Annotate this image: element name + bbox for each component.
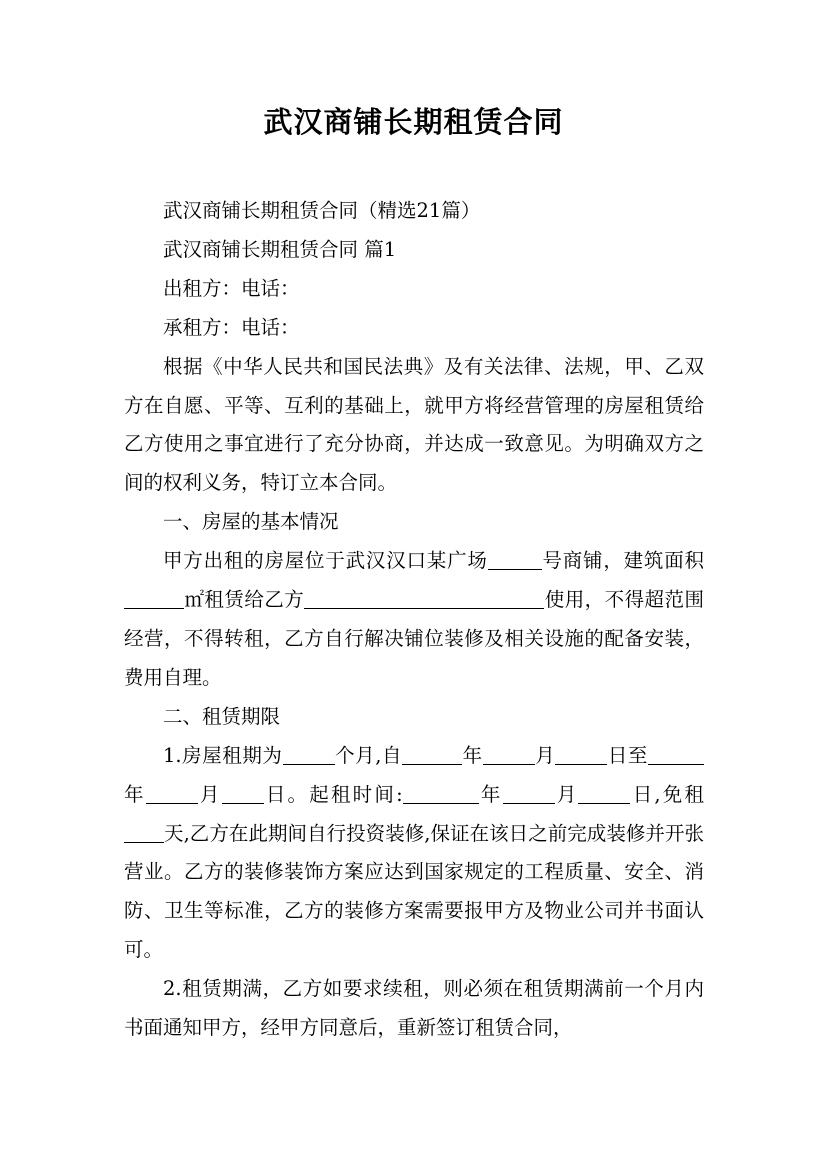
- s2-text: 年: [462, 743, 483, 767]
- s1-text: 号商铺，建筑面积: [541, 549, 704, 573]
- section-2-heading: 二、租赁期限: [163, 704, 281, 728]
- day-blank: [555, 744, 607, 765]
- lessee-blank: [304, 589, 544, 610]
- s2-text: 日至: [607, 743, 648, 767]
- document-body: [124, 192, 704, 1048]
- lessor-line: 出租方：电话：: [163, 276, 300, 300]
- start-month-blank: [503, 783, 555, 804]
- start-day-blank: [578, 783, 630, 804]
- lessee-line: 承租方：电话：: [163, 315, 300, 339]
- month-blank: [483, 744, 535, 765]
- s2-text: 日。起租时间:: [263, 782, 403, 806]
- year-blank: [402, 744, 462, 765]
- start-year-blank: [403, 783, 479, 804]
- free-days-blank: [124, 822, 164, 843]
- subtitle: 武汉商铺长期租赁合同（精选21篇）: [163, 199, 481, 222]
- s2-text: 1.房屋租期为: [163, 743, 283, 767]
- shop-number-blank: [488, 550, 542, 571]
- s2-text: 月: [197, 782, 222, 806]
- s1-text: 使用，不得超范围经营，不得转租，乙方自行解决铺位装修及相关设施的配备安装，费用自理。: [124, 588, 704, 689]
- area-blank: [124, 589, 184, 610]
- s2-text: 年: [124, 782, 146, 806]
- s2-text: 个月,自: [334, 743, 403, 767]
- clause-2-paragraph: 2.租赁期满，乙方如要求续租，则必须在租赁期满前一个月内书面通知甲方，经甲方同意后，重新签订租赁合同，: [124, 977, 704, 1040]
- section-1-heading: 一、房屋的基本情况: [163, 510, 339, 534]
- s2-text: 年: [478, 782, 503, 806]
- preamble-paragraph: 根据《中华人民共和国民法典》及有关法律、法规，甲、乙双方在自愿、平等、互利的基础上，就甲方将经营管理的房屋租赁给乙方使用之事宜进行了充分协商，并达成一致意见。为明确双方之间的权利义务，特订立本合同。: [124, 354, 704, 495]
- day-blank: [222, 783, 264, 804]
- s1-text: 甲方出租的房屋位于武汉汉口某广场: [163, 549, 488, 573]
- s2-text: 日,免租: [630, 782, 704, 806]
- document-title: 武汉商铺长期租赁合同: [263, 105, 564, 139]
- month-blank: [146, 783, 198, 804]
- s2-text: 月: [534, 743, 556, 767]
- section-1-paragraph: [124, 542, 704, 698]
- part-heading: 武汉商铺长期租赁合同 篇1: [163, 237, 397, 261]
- year-blank: [648, 744, 704, 765]
- section-2-paragraph: [124, 737, 704, 970]
- months-blank: [283, 744, 335, 765]
- s1-text: ㎡租赁给乙方: [184, 588, 305, 612]
- s2-text: 月: [554, 782, 579, 806]
- s2-text: 天,乙方在此期间自行投资装修,保证在该日之前完成装修并开张营业。乙方的装修装饰方案应达到国家规定的工程质量、安全、消防、卫生等标准，乙方的装修方案需要报甲方及物业公司并书面认可。: [124, 821, 704, 962]
